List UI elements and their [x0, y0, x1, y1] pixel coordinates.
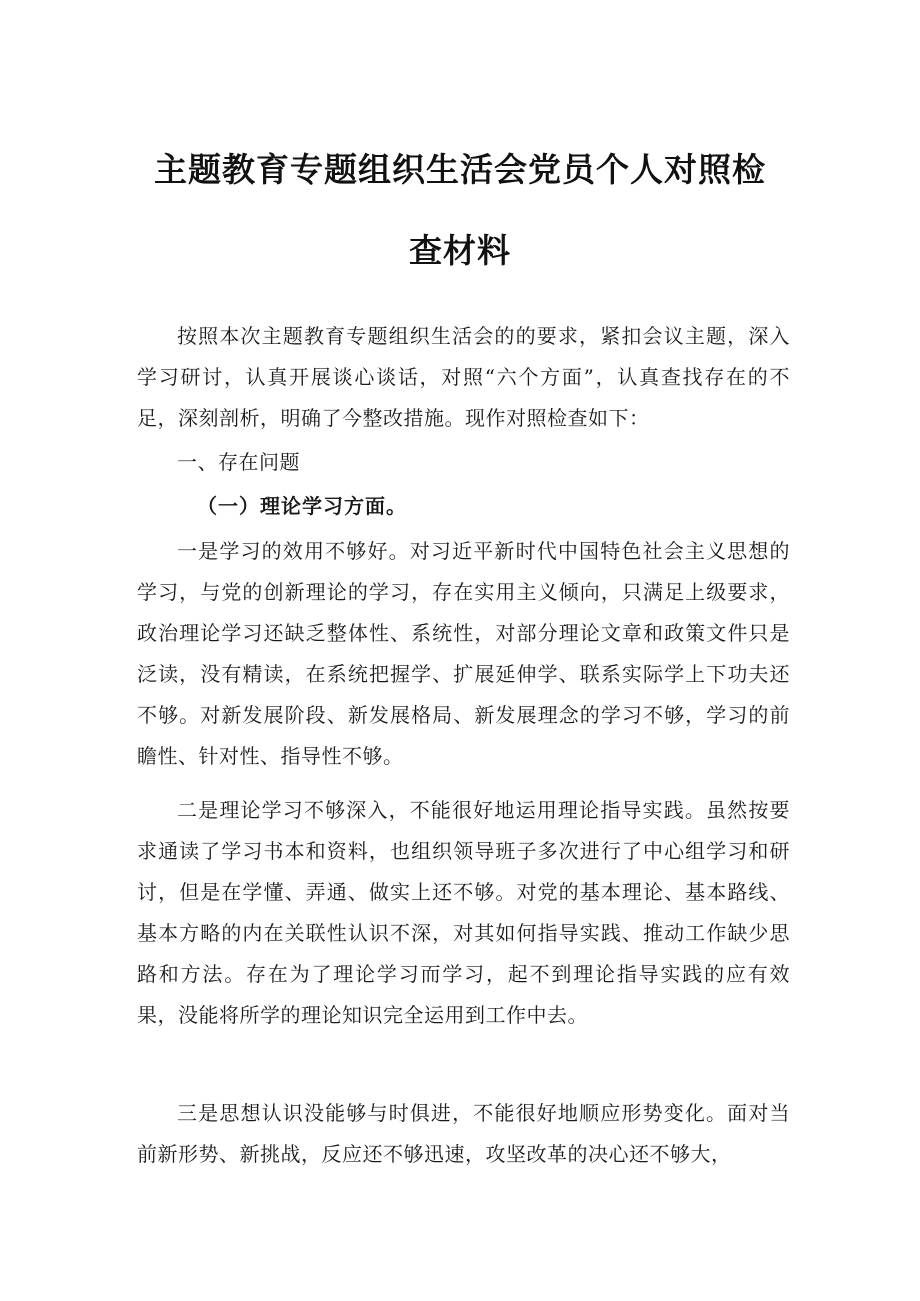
paragraph-2: 二是理论学习不够深入，不能很好地运用理论指导实践。虽然按要求通读了学习书本和资料，也组织领导班子多次进行了中心组学习和研讨，但是在学懂、弄通、做实上还不够。对党的基本理论、基本路线、基本方略的内在关联性认识不深，对其如何指导实践、推动工作缺少思路和方法。存在为了理论学习而学习，起不到理论指导实践的应有效果，没能将所学的理论知识完全运用到工作中去。	[137, 798, 790, 1027]
intro-paragraph: 按照本次主题教育专题组织生活会的的要求，紧扣会议主题，深入学习研讨，认真开展谈心谈话，对照“六个方面”，认真查找存在的不足，深刻剖析，明确了今整改措施。现作对照检查如下：	[137, 324, 790, 430]
paragraph-3: 三是思想认识没能够与时俱进，不能很好地顺应形势变化。面对当前新形势、新挑战，反应还不够迅速，攻坚改革的决心还不够大，	[137, 1101, 790, 1166]
document-title-line2: 查材料	[409, 231, 511, 270]
subsection-heading-theory-study: （一）理论学习方面。	[197, 494, 407, 518]
section-heading-problems: 一、存在问题	[177, 450, 300, 474]
paragraph-1: 一是学习的效用不够好。对习近平新时代中国特色社会主义思想的学习，与党的创新理论的学习，存在实用主义倾向，只满足上级要求，政治理论学习还缺乏整体性、系统性，对部分理论文章和政策文件只是泛读，没有精读，在系统把握学、扩展延伸学、联系实际学上下功夫还不够。对新发展阶段、新发展格局、新发展理念的学习不够，学习的前瞻性、针对性、指导性不够。	[137, 539, 790, 768]
document-title-line1: 主题教育专题组织生活会党员个人对照检	[154, 150, 766, 189]
